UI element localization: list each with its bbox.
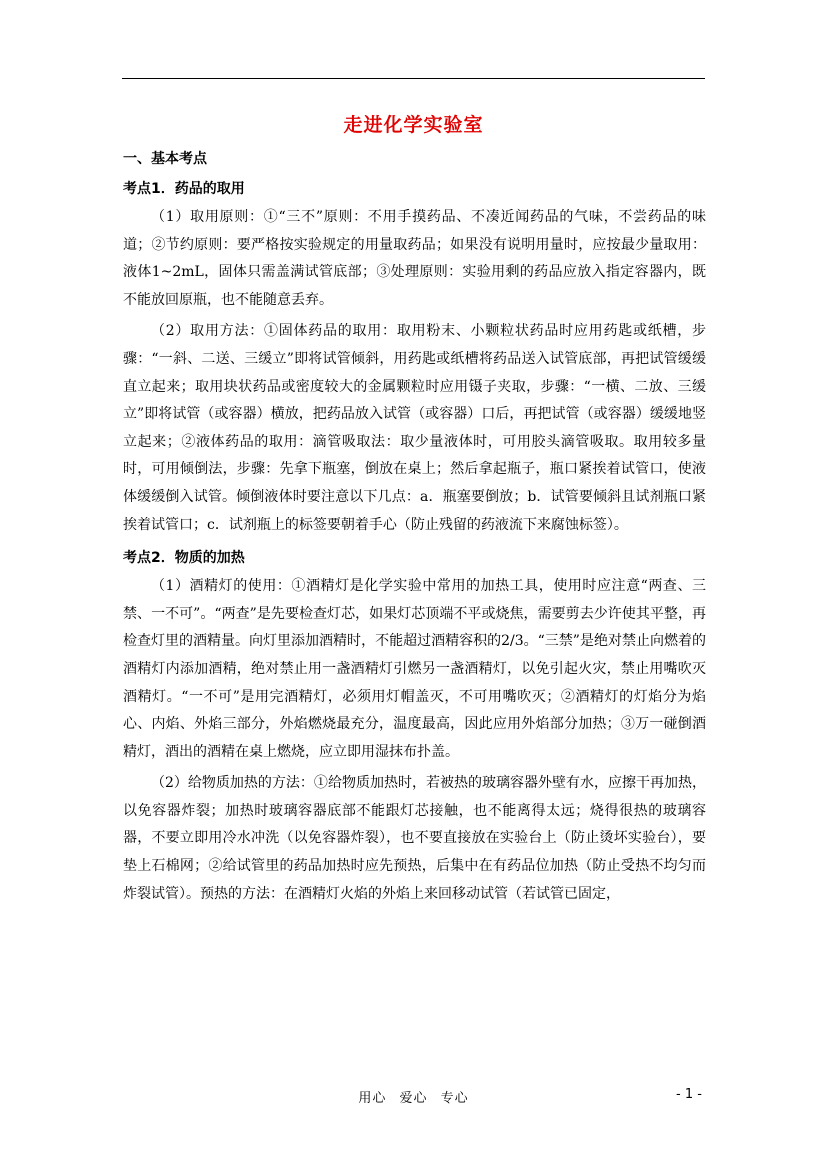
header-rule	[122, 78, 705, 79]
section-heading: 考点2．物质的加热	[123, 550, 245, 567]
paragraph: （1）酒精灯的使用：①酒精灯是化学实验中常用的加热工具，使用时应注意“两查、三禁、一不可”。“两查”是先要检查灯芯，如果灯芯顶端不平或烧焦，需要剪去少许使其平整，再检查灯里的酒精量。向灯里添加酒精时，不能超过酒精容积的2/3。“三禁”是绝对禁止向燃着的酒精灯内添加酒精，绝对禁止用一盏酒精灯引燃另一盏酒精灯，以免引起火灾，禁止用嘴吹灭酒精灯。“一不可”是用完酒精灯，必须用灯帽盖灭，不可用嘴吹灭；②酒精灯的灯焰分为焰心、内焰、外焰三部分，外焰燃烧最充分，温度最高，因此应用外焰部分加热；③万一碰倒酒精灯，酒出的酒精在桌上燃烧，应立即用湿抹布扑盖。	[123, 578, 706, 760]
paragraph: （1）取用原则：①“三不”原则：不用手摸药品、不凑近闻药品的气味，不尝药品的味道；②节约原则：要严格按实验规定的用量取药品；如果没有说明用量时，应按最少量取用：液体1~2mL，固体只需盖满试管底部；③处理原则：实验用剩的药品应放入指定容器内，既不能放回原瓶，也不能随意丢弃。	[123, 209, 706, 308]
page-title: 走进化学实验室	[343, 114, 484, 136]
page-number: - 1 -	[676, 1087, 702, 1102]
section-heading: 考点1．药品的取用	[123, 181, 245, 197]
paragraph: （2）给物质加热的方法：①给物质加热时，若被热的玻璃容器外壁有水，应擦干再加热，以免容器炸裂；加热时玻璃容器底部不能跟灯芯接触，也不能离得太远；烧得很热的玻璃容器，不要立即用冷水冲洗（以免容器炸裂），也不要直接放在实验台上（防止烫坏实验台），要垫上石棉网；②给试管里的药品加热时应先预热，后集中在有药品位加热（防止受热不均匀而炸裂试管）。预热的方法：在酒精灯火焰的外焰上来回移动试管（若试管已固定，	[123, 775, 706, 902]
document-body	[123, 144, 706, 912]
section-heading: 一、基本考点	[123, 151, 207, 167]
paragraph: （2）取用方法：①固体药品的取用：取用粉末、小颗粒状药品时应用药匙或纸槽，步骤：“一斜、二送、三缓立”即将试管倾斜，用药匙或纸槽将药品送入试管底部，再把试管缓缓直立起来；取用块状药品或密度较大的金属颗粒时应用镊子夹取，步骤：“一横、二放、三缓立”即将试管（或容器）横放，把药品放入试管（或容器）口后，再把试管（或容器）缓缓地竖立起来；②液体药品的取用：滴管吸取法：取少量液体时，可用胶头滴管吸取。取用较多量时，可用倾倒法，步骤：先拿下瓶塞，倒放在桌上；然后拿起瓶子，瓶口紧挨着试管口，使液体缓缓倒入试管。倾倒液体时要注意以下几点：a．瓶塞要倒放；b．试管要倾斜且试剂瓶口紧挨着试管口；c．试剂瓶上的标签要朝着手心（防止残留的药液流下来腐蚀标签）。	[123, 323, 706, 533]
footer-motto: 用心 爱心 专心	[358, 1091, 469, 1106]
